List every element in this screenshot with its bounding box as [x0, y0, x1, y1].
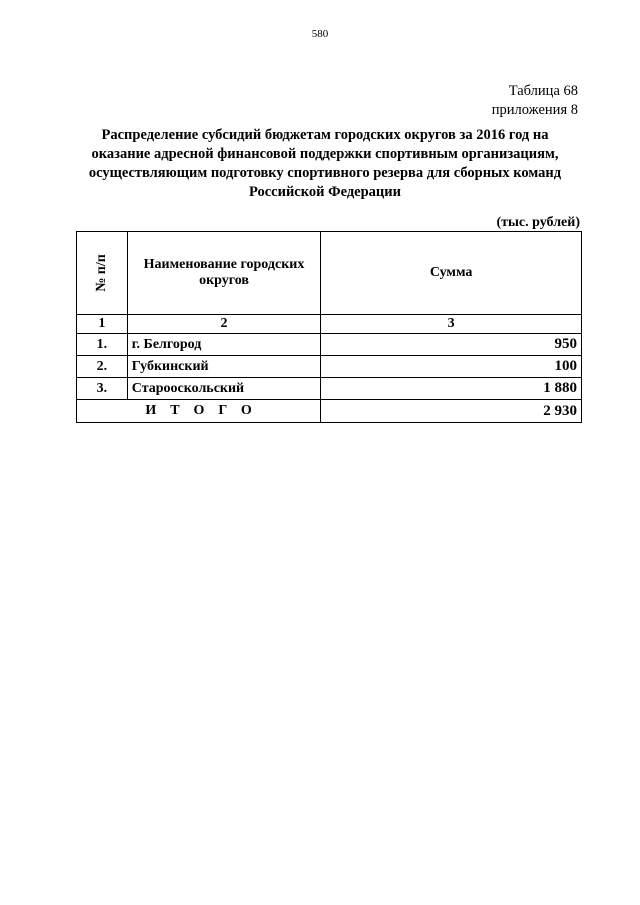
row-number: 2.: [77, 356, 128, 378]
table-row: [77, 334, 582, 356]
appendix-reference: приложения 8: [491, 102, 578, 118]
header-sum: Сумма: [321, 232, 582, 315]
table-row: [77, 378, 582, 400]
header-name: Наименование городских округов: [127, 232, 320, 315]
row-name: Губкинский: [127, 356, 320, 378]
row-sum: 950: [321, 334, 582, 356]
row-name: Старооскольский: [127, 378, 320, 400]
units-label: (тыс. рублей): [496, 215, 580, 230]
row-name: г. Белгород: [127, 334, 320, 356]
document-title: Распределение субсидий бюджетам городских округов за 2016 год на оказание адресной финансовой поддержки спортивным организациям, осуществляющим подготовку спортивного резерва для сборных команд Российской Федерации: [88, 127, 562, 200]
total-row: [77, 400, 582, 423]
total-label: ИТОГО: [77, 400, 321, 423]
column-index-row: [77, 315, 582, 334]
total-sum: 2 930: [321, 400, 582, 423]
column-index-3: 3: [321, 315, 582, 334]
table-reference: [492, 82, 578, 120]
row-number: 3.: [77, 378, 128, 400]
column-index-1: 1: [77, 315, 128, 334]
header-number: [77, 232, 128, 315]
column-index-2: 2: [127, 315, 320, 334]
header-number-text: № п/п: [93, 254, 109, 292]
row-number: 1.: [77, 334, 128, 356]
page-number: 580: [311, 28, 329, 40]
row-sum: 100: [321, 356, 582, 378]
table-row: [77, 356, 582, 378]
subsidy-table: [76, 231, 582, 423]
row-sum: 1 880: [321, 378, 582, 400]
table-number: Таблица 68: [508, 83, 578, 99]
table-header-row: [77, 232, 582, 315]
